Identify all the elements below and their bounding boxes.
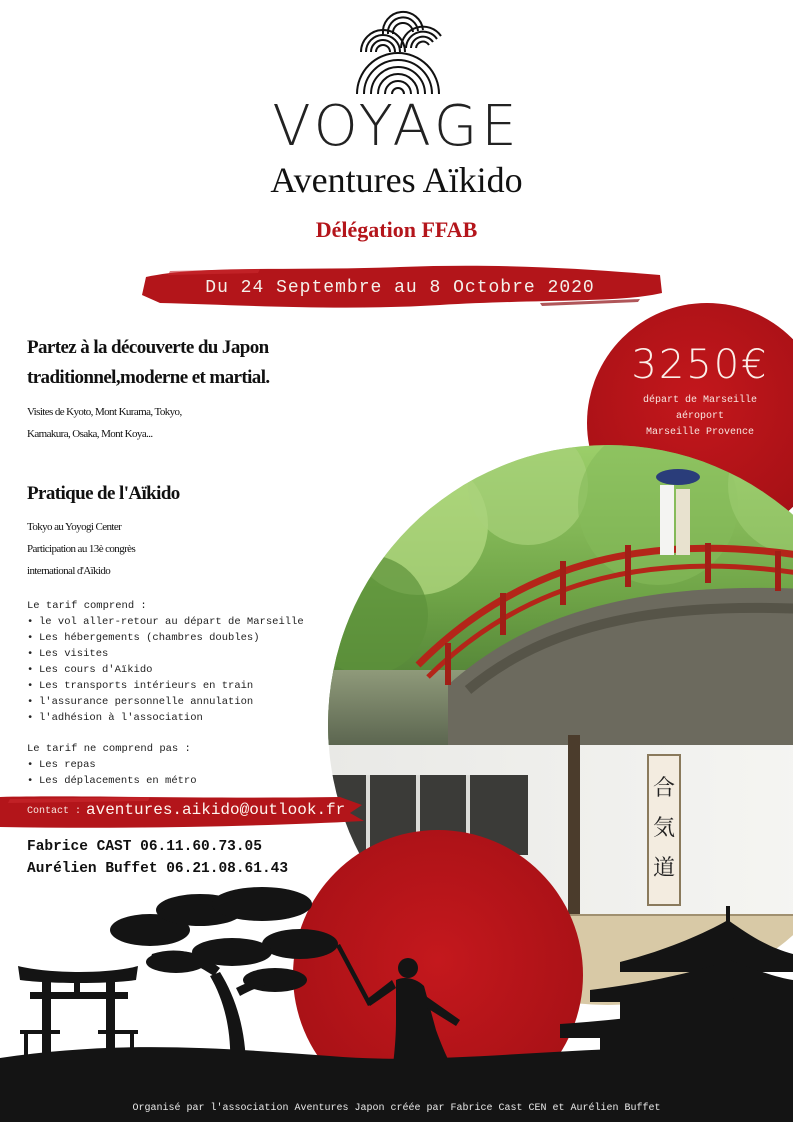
contact-label: Contact :: [27, 806, 82, 817]
bullet-icon: •: [27, 616, 34, 628]
discover-text: [27, 401, 327, 445]
bullet-icon: •: [27, 648, 34, 660]
discover-text-line: Visites de Kyoto, Mont Kurama, Tokyo,: [27, 406, 182, 418]
list-item-text: Les cours d'Aïkido: [39, 664, 153, 676]
list-item: [27, 757, 347, 773]
bullet-icon: •: [27, 759, 34, 771]
calligraphy-char: 合: [652, 776, 676, 801]
list-item-text: l'adhésion à l'association: [39, 712, 203, 724]
practice-text-line: Participation au 13è congrès: [27, 543, 136, 555]
list-item: [27, 694, 347, 710]
bullet-icon: •: [27, 775, 34, 787]
bullet-icon: •: [27, 680, 34, 692]
excludes-list: [27, 741, 347, 789]
contact-phones: [27, 836, 367, 880]
practice-title: Pratique de l'Aïkido: [27, 483, 180, 504]
list-item: [27, 614, 347, 630]
list-item-text: Les visites: [39, 648, 109, 660]
discover-title-line: traditionnel,moderne et martial.: [27, 367, 270, 388]
bullet-icon: •: [27, 632, 34, 644]
pagoda-silhouette-icon: [560, 906, 793, 1066]
list-item: [27, 662, 347, 678]
delegation-label: Délégation FFAB: [315, 217, 478, 242]
price-detail-line: Marseille Provence: [645, 427, 755, 438]
practice-text-line: Tokyo au Yoyogi Center: [27, 521, 122, 533]
wave-logo-icon: [353, 8, 443, 94]
bullet-icon: •: [27, 712, 34, 724]
contact-phone[interactable]: 06.21.08.61.43: [166, 861, 289, 877]
contact-person: [27, 858, 367, 880]
japan-silhouettes: [0, 880, 793, 1122]
list-item-text: Les repas: [39, 759, 96, 771]
list-item: [27, 710, 347, 726]
poster-subtitle: Aventures Aïkido: [270, 160, 523, 200]
contact-person: [27, 836, 367, 858]
price-detail-line: aéroport: [675, 411, 724, 422]
list-item-text: Les hébergements (chambres doubles): [39, 632, 260, 644]
includes-list: [27, 598, 347, 726]
poster-title: VOYAGE: [272, 94, 521, 159]
contact-name: Fabrice CAST: [27, 839, 132, 855]
bonsai-tree-icon: [110, 887, 338, 1070]
calligraphy-char: 気: [652, 816, 676, 841]
contact-email-link[interactable]: aventures.aikido@outlook.fr: [86, 801, 346, 819]
bullet-icon: •: [27, 696, 34, 708]
discover-title: [27, 333, 327, 393]
calligraphy-char: 道: [652, 856, 676, 881]
excludes-heading: Le tarif ne comprend pas :: [27, 743, 191, 755]
discover-title-line: Partez à la découverte du Japon: [27, 337, 269, 358]
travel-dates: Du 24 Septembre au 8 Octobre 2020: [205, 278, 595, 298]
price-details: [615, 393, 785, 441]
price-amount: 3250€: [631, 342, 769, 388]
bullet-icon: •: [27, 664, 34, 676]
list-item-text: le vol aller-retour au départ de Marseille: [39, 616, 304, 628]
practice-text: [27, 516, 327, 582]
footer-credit: Organisé par l'association Aventures Japon créée par Fabrice Cast CEN et Aurélien Buffet: [132, 1103, 661, 1114]
practice-text-line: international d'Aïkido: [27, 565, 111, 577]
list-item: [27, 630, 347, 646]
list-item-text: Les déplacements en métro: [39, 775, 197, 787]
contact-phone[interactable]: 06.11.60.73.05: [140, 839, 262, 855]
includes-heading: Le tarif comprend :: [27, 600, 147, 612]
list-item-text: Les transports intérieurs en train: [39, 680, 254, 692]
list-item: [27, 646, 347, 662]
discover-text-line: Kamakura, Osaka, Mont Koya...: [27, 428, 153, 440]
list-item-text: l'assurance personnelle annulation: [39, 696, 254, 708]
list-item: [27, 678, 347, 694]
contact-name: Aurélien Buffet: [27, 861, 158, 877]
list-item: [27, 773, 347, 789]
price-detail-line: départ de Marseille: [642, 395, 758, 406]
